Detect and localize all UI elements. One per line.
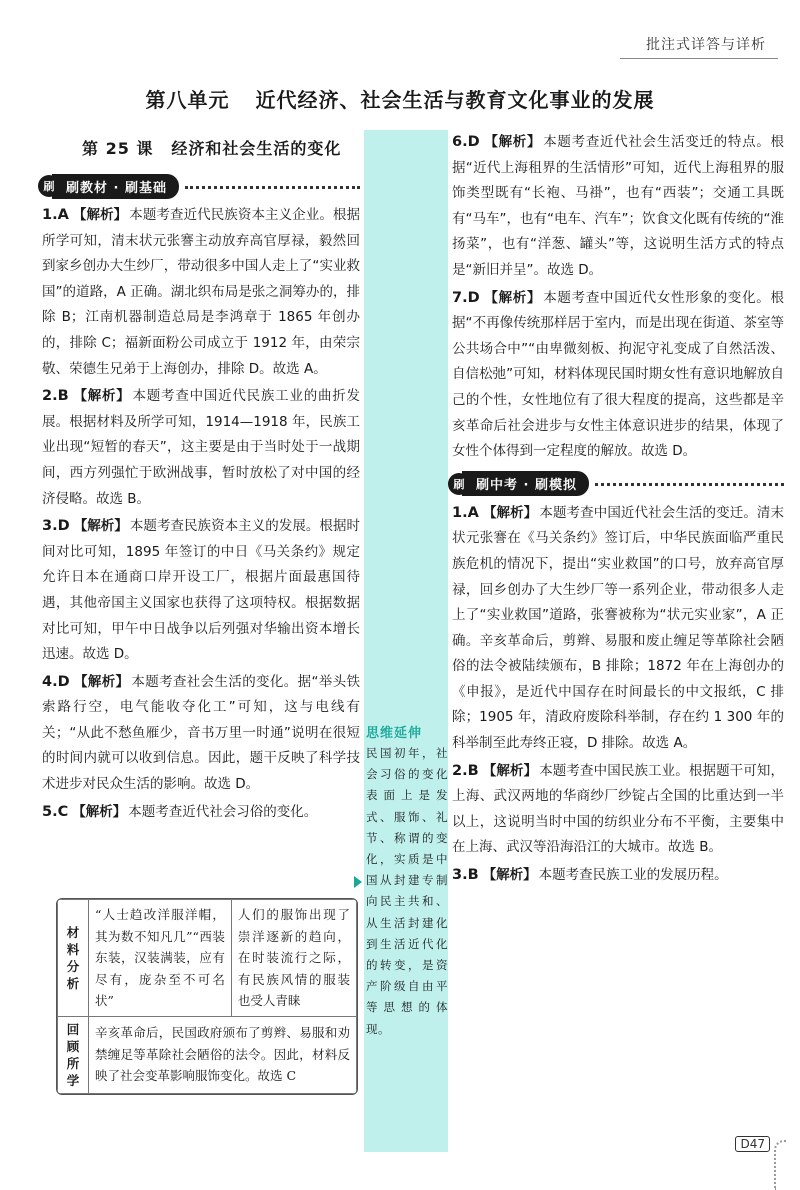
item-text: 本题考查中国近代社会生活的变迁。清末状元张謇在《马关条约》签订后，中华民族面临严重民族危机的情况下，提出“实业救国”的口号，放弃高官厚禄，回乡创办了大生纱厂等一系列企业，带动很多人走上了“实业救国”道路，张謇被称为“状元实业家”，A 正确。辛亥革命后，剪辫、易服和废止缠足等革除社会陋俗的法令被陆续颁布，B 排除；1872 年在上海创办的《申报》，是近代中国存在时间最长的中文报纸，C 排除；1905 年，清政府废除科举制，存在约 1 300 年的科举制至此寿终正寝，D 排除。故选 A。 — [452, 504, 785, 752]
section-dotted-rule — [595, 483, 784, 486]
lesson-title — [82, 136, 360, 159]
item-number: 7. — [452, 289, 468, 306]
answer-item — [452, 286, 784, 465]
answer-item — [452, 130, 784, 284]
item-text: 本题考查中国近代女性形象的变化。根据“不再像传统那样居于室内，而是出现在街道、茶室等公共场合中”“由卑微刻板、拘泥守礼变成了自然活泼、自信松弛”可知，材料体现民国时期女性有意识地解放自己的个性，女性地位有了很大程度的提高，这些都是辛亥革命后社会进步与女性主体意识进步的结果，体现了女性个体得到一定程度的解放。故选 D。 — [452, 289, 785, 460]
item-answer: C — [57, 803, 69, 820]
item-text: 本题考查近代社会生活变迁的特点。根据“近代上海租界的生活情形”可知，近代上海租界的服饰类型既有“长袍、马褂”，也有“西装”；交通工具既有“马车”，也有“电车、汽车”；饮食文化既有传统的“淮扬菜”，也有“洋葱、罐头”等，这说明生活方式的特点是“新旧并呈”。故选 D。 — [452, 134, 785, 278]
brush-icon: 刷 — [448, 473, 470, 495]
answer-item — [42, 800, 360, 826]
lesson-label: 第 25 课 — [82, 139, 154, 158]
answer-item — [452, 759, 784, 861]
item-text: 本题考查近代社会习俗的变化。 — [128, 803, 318, 820]
unit-name: 近代经济、社会生活与教育文化事业的发展 — [255, 88, 655, 112]
item-number: 1. — [452, 504, 468, 521]
item-text: 本题考查民族资本主义的发展。根据时间对比可知，1895 年签订的中日《马关条约》规定允许日本在通商口岸开设工厂，根据片面最惠国待遇，其他帝国主义国家也获得了这项特权。根据数据对比可知，甲午中日战争以后列强对华输出资本增长迅速。故选 D。 — [42, 518, 361, 663]
unit-title — [0, 84, 800, 113]
unit-label: 第八单元 — [145, 88, 230, 112]
analysis-tag: 【解析】 — [72, 388, 131, 405]
analysis-tag: 【解析】 — [73, 673, 130, 690]
item-answer: A — [57, 207, 69, 223]
analysis-tag: 【解析】 — [72, 207, 128, 223]
item-text: 本题考查民族工业的发展历程。 — [538, 867, 728, 884]
arrow-right-icon — [354, 876, 362, 888]
section-label: 刷教材 · 刷基础 — [52, 174, 179, 199]
answer-item — [42, 670, 360, 798]
analysis-tag: 【解析】 — [483, 289, 542, 306]
lesson-name: 经济和社会生活的变化 — [171, 139, 342, 158]
table-cell-review: 辛亥革命后，民国政府颁布了剪辫、易服和劝禁缠足等革除社会陋俗的法令。因此，材料反映了社会变革影响服饰变化。故选 C — [89, 1016, 357, 1093]
item-number: 1. — [42, 207, 58, 223]
answer-item — [452, 501, 784, 757]
left-column — [42, 130, 360, 827]
right-column — [452, 130, 784, 891]
item-number: 2. — [452, 762, 468, 779]
table-cell-material: “人士趋改洋服洋帽，其为数不知凡几”“西装东装，汉装满装，应有尽有，庞杂至不可名状” — [89, 900, 232, 1017]
analysis-table — [56, 898, 358, 1095]
item-number: 4. — [42, 673, 58, 690]
item-answer: D — [57, 518, 70, 535]
item-answer: D — [467, 134, 480, 150]
item-answer: D — [57, 673, 70, 690]
note-title: 思维延伸 — [366, 726, 423, 741]
item-answer: D — [467, 289, 480, 306]
item-number: 3. — [452, 867, 468, 884]
item-number: 2. — [42, 388, 58, 405]
item-text: 本题考查社会生活的变化。据“举头铁索路行空，电气能收夺化工”可知，这与电线有关；“从此不愁鱼雁少，音书万里一时通”说明在很短的时间内就可以收到信息。因此，题干反映了科学技术进步对民众生活的影响。故选 D。 — [42, 673, 360, 793]
item-text: 本题考查中国近代民族工业的曲折发展。根据材料及所学可知，1914—1918 年，民族工业出现“短暂的春天”，这主要是由于当时处于一战期间，西方列强忙于欧洲战事，暂时放松了对中国的经济侵略。故选 B。 — [42, 388, 361, 507]
note-text: 民国初年，社会习俗的变化表面上是发式、服饰、礼节、称谓的变化，实质是中国从封建专制向民主共和、从生活封建化到生活近代化的转变，是资产阶级自由平等思想的体现。 — [366, 746, 448, 1036]
item-answer: B — [57, 388, 69, 405]
item-number: 5. — [42, 803, 58, 820]
thinking-extension-note — [366, 722, 448, 1040]
analysis-tag: 【解析】 — [482, 762, 538, 779]
section-header-exam — [448, 471, 784, 497]
section-dotted-rule — [185, 186, 360, 189]
item-number: 3. — [42, 518, 58, 535]
analysis-tag: 【解析】 — [483, 134, 542, 150]
item-text: 本题考查中国民族工业。根据题干可知，上海、武汉两地的华商纱厂纱锭占全国的比重达到一半以上，这说明当时中国的纺织业分布不平衡，主要集中在上海、武汉等沿海沿江的大城市。故选 B。 — [452, 762, 785, 856]
section-header-basic — [38, 173, 360, 199]
brush-icon: 刷 — [38, 175, 60, 197]
table-cell-analysis: 人们的服饰出现了崇洋逐新的趋向，在时装流行之际，有民族风情的服装也受人青睐 — [231, 900, 356, 1017]
item-answer: B — [467, 867, 479, 884]
page-number: D47 — [735, 1136, 770, 1152]
item-text: 本题考查近代民族资本主义企业。根据所学可知，清末状元张謇主动放弃高官厚禄，毅然回到家乡创办大生纱厂，带动很多中国人走上了“实业救国”的道路，A 正确。湖北织布局是张之洞筹办的，排除 B；江南机器制造总局是李鸿章于 1865 年创办的，排除 C；福新面粉公司成立于 1912 年，由荣宗敬、荣德生兄弟于上海创办，排除 D。故选 A。 — [42, 207, 361, 377]
table-side-label: 回顾所学 — [58, 1016, 89, 1093]
item-answer: A — [467, 504, 479, 521]
answer-item — [42, 514, 360, 668]
analysis-tag: 【解析】 — [482, 867, 537, 884]
page-corner-decoration — [774, 1140, 786, 1190]
answer-item — [42, 203, 360, 382]
answer-item — [452, 863, 784, 889]
analysis-tag: 【解析】 — [72, 803, 127, 820]
section-label: 刷中考 · 刷模拟 — [462, 471, 589, 496]
header-series-title: 批注式详答与详析 — [646, 37, 766, 53]
table-side-label: 材料分析 — [58, 900, 89, 1017]
analysis-tag: 【解析】 — [482, 504, 538, 521]
answer-item — [42, 384, 360, 512]
item-number: 6. — [452, 134, 468, 150]
item-answer: B — [467, 762, 479, 779]
header-rule — [620, 58, 778, 59]
analysis-tag: 【解析】 — [73, 518, 128, 535]
